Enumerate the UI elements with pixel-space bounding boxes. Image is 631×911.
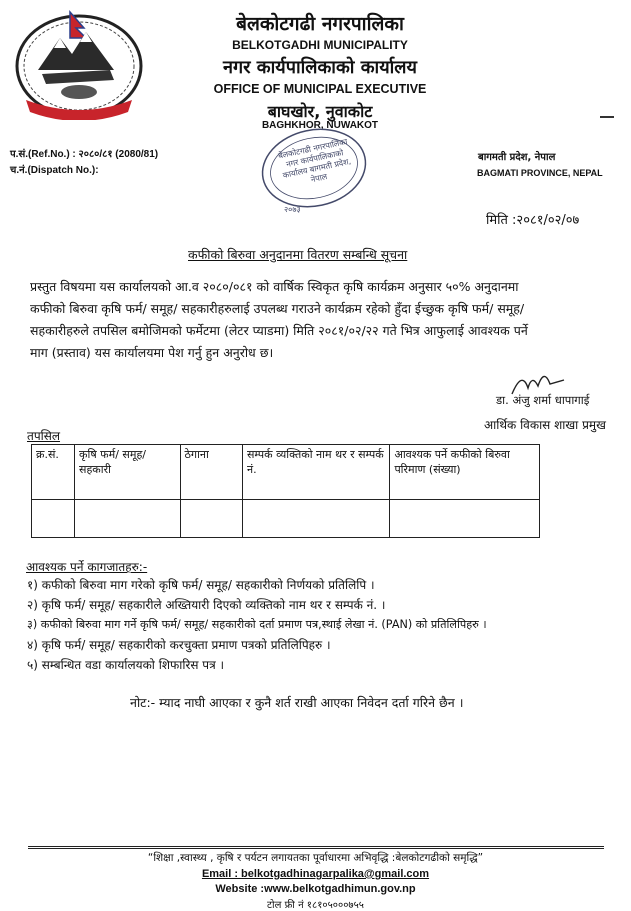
footer-divider [28,846,604,849]
list-item: ३) कफीको बिरुवा माग गर्ने कृषि फर्म/ समूह/ सहकारीको दर्ता प्रमाण पत्र,स्थाई लेखा नं. (PAN) को प्रतिलिपिहरु । [27,618,487,631]
ref-number: प.सं.(Ref.No.) : २०८०/८१ (2080/81) [10,149,159,160]
col-quantity: आवश्यक पर्ने कफीको बिरुवा परिमाण (संख्या) [390,445,540,500]
required-docs-list [27,575,487,675]
footer-email [0,868,631,880]
required-docs-heading: आवश्यक पर्ने कागजातहरु:- [26,560,148,574]
footer-slogan: “शिक्षा ,स्वास्थ्य , कृषि र पर्यटन लगायतका पूर्वाधारमा अभिवृद्धि :बेलकोटगढीको समृद्धि” [147,852,484,864]
table-cell [390,500,540,538]
nepal-emblem-logo [10,8,148,120]
footer-tollfree: टोल फ्री नं १८१०५०००७५५ [267,900,364,911]
province-en: BAGMATI PROVINCE, NEPAL [477,168,603,178]
table-header-row [32,445,540,500]
province-np: बागमती प्रदेश, नेपाल [478,152,556,163]
footer-website [0,883,631,895]
note-line: नोट:- म्याद नाघी आएका र कुनै शर्त राखी आएका निवेदन दर्ता गरिने छैन । [130,695,464,710]
col-contact: सम्पर्क व्यक्तिको नाम थर र सम्पर्क नं. [242,445,389,500]
table-cell [32,500,75,538]
address-en: BAGHKHOR, NUWAKOT [261,120,379,131]
website-link[interactable]: Website :www.belkotgadhimun.gov.np [215,883,416,895]
municipality-name-np: बेलकोटगढी नगरपालिका [236,13,404,35]
col-firm: कृषि फर्म/ समूह/ सहकारी [75,445,180,500]
subject-line: कफीको बिरुवा अनुदानमा वितरण सम्बन्धि सूचना [188,247,408,262]
list-item: १) कफीको बिरुवा माग गरेको कृषि फर्म/ समूह/ सहकारीको निर्णयको प्रतिलिपि । [27,578,375,592]
body-line: प्रस्तुत विषयमा यस कार्यालयको आ.व २०८०/०८१ को वार्षिक स्विकृत कृषि कार्यक्रम अनुसार ५०% अनुदानमा [30,279,519,294]
table-cell [180,500,242,538]
email-link[interactable]: Email : belkotgadhinagarpalika@gmail.com [201,868,430,880]
corner-mark [600,116,614,122]
signatory-designation: आर्थिक विकास शाखा प्रमुख [484,418,606,432]
address-np: बाघखोर, नुवाकोट [267,102,373,121]
list-item: ५) सम्बन्धित वडा कार्यालयको शिफारिस पत्र । [27,658,225,672]
office-name-np: नगर कार्यपालिकाको कार्यालय [223,57,417,78]
tapsil-table [31,444,540,538]
tapsil-heading: तपसिल [27,429,61,443]
table-cell [75,500,180,538]
list-item: ४) कृषि फर्म/ समूह/ सहकारीको करचुक्ता प्रमाण पत्रको प्रतिलिपिहरु । [27,638,331,652]
signatory-name: डा. अंजु शर्मा धापागाई [496,393,590,407]
list-item: २) कृषि फर्म/ समूह/ सहकारीले अख्तियारी दिएको व्यक्तिको नाम थर र सम्पर्क नं. । [27,598,386,612]
table-row [32,500,540,538]
stamp-text: बेलकोटगढी नगरपालिका नगर कार्यपालिकाको कार्यालय बागमती प्रदेश, नेपाल [277,137,352,185]
letter-date: मिति :२०८१/०२/०७ [486,213,580,228]
official-stamp [258,122,370,218]
body-line: सहकारीहरुले तपसिल बमोजिमको फर्मेटमा (लेटर प्याडमा) मिति २०८१/०२/२२ गते भित्र आफुलाई आवश्यक पर्ने [30,323,528,338]
body-paragraph [30,276,610,364]
office-name-en: OFFICE OF MUNICIPAL EXECUTIVE [213,82,427,96]
body-line: माग (प्रस्ताव) यस कार्यालयमा पेश गर्नु हुन अनुरोध छ। [30,345,274,360]
body-line: कफीको बिरुवा कृषि फर्म/ समूह/ सहकारीहरुलाई उपलब्ध गराउने कार्यक्रम रहेको हुँदा ईच्छुक कृषि फर्म/ समूह/ [30,301,525,316]
emblem-ribbon-text: बेलकोटगढी नगरपालिका [58,102,103,108]
dispatch-number: च.नं.(Dispatch No.): [10,165,99,176]
municipality-name-en: BELKOTGADHI MUNICIPALITY [232,38,408,52]
col-address: ठेगाना [180,445,242,500]
table-cell [242,500,389,538]
stamp-year: २०७३ [284,205,301,214]
col-serial: क्र.सं. [32,445,75,500]
